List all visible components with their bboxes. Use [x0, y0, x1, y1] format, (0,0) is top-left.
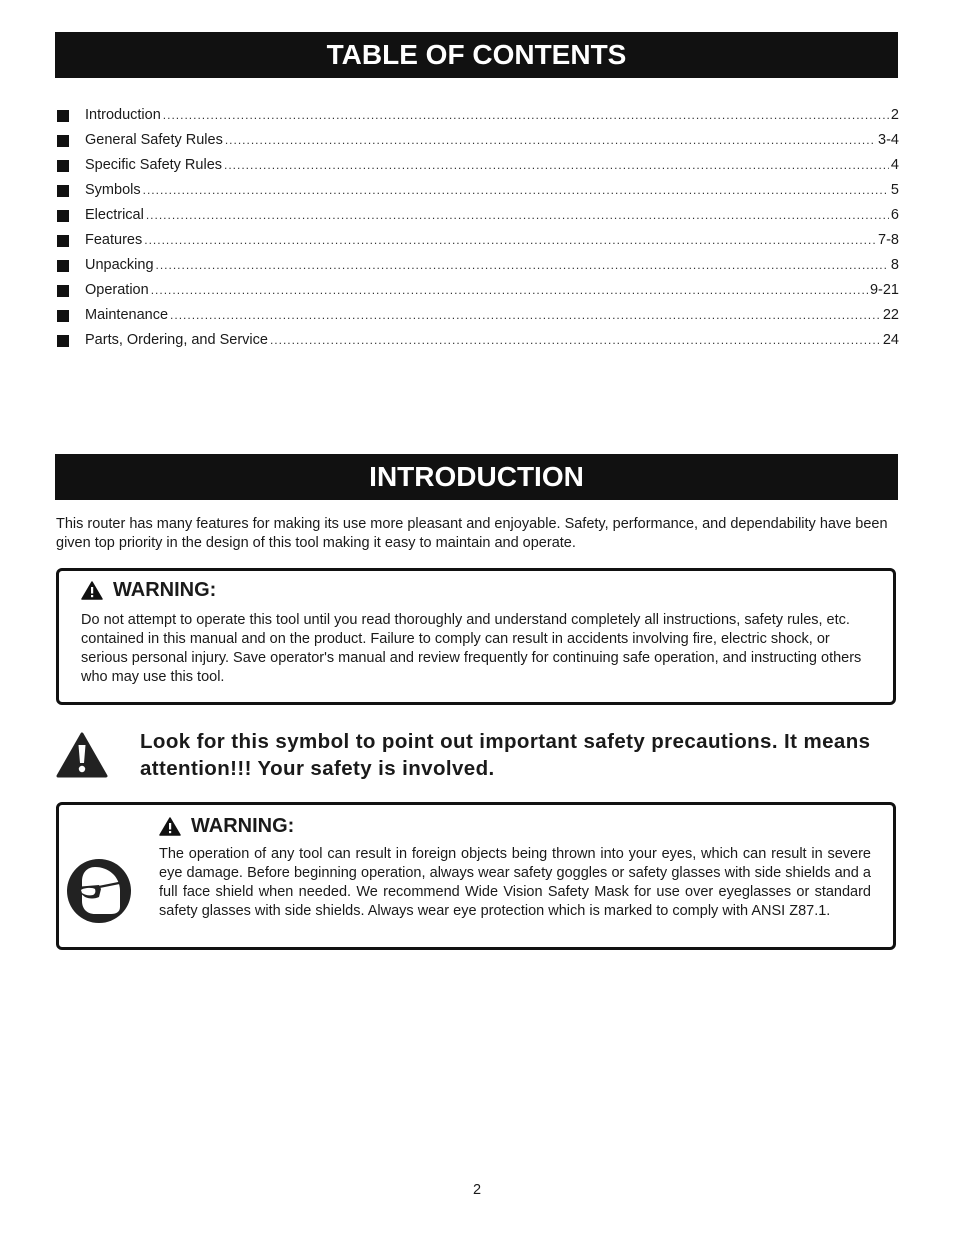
warning-title: WARNING: [113, 579, 217, 601]
toc-item-label: Parts, Ordering, and Service [85, 332, 268, 348]
warning-triangle-icon [81, 581, 103, 600]
toc-item-page: 6 [890, 207, 899, 223]
toc-item-label: Symbols [85, 182, 141, 198]
warning-title: WARNING: [191, 815, 295, 837]
introduction-title: INTRODUCTION [55, 454, 898, 500]
bullet-square-icon [57, 135, 69, 147]
safety-alert [56, 728, 898, 788]
toc-item-page: 8 [890, 257, 899, 273]
warning-box [56, 568, 896, 705]
toc-item-label: Electrical [85, 207, 144, 223]
toc-item [57, 278, 899, 303]
toc-item-label: Operation [85, 282, 149, 298]
warning-heading [159, 815, 294, 838]
toc-item-page: 2 [890, 107, 899, 123]
toc-item [57, 203, 899, 228]
bullet-square-icon [57, 260, 69, 272]
toc-item [57, 178, 899, 203]
bullet-square-icon [57, 160, 69, 172]
toc-item [57, 103, 899, 128]
page-number: 2 [472, 1182, 482, 1198]
toc-list [57, 103, 899, 353]
bullet-square-icon [57, 110, 69, 122]
bullet-square-icon [57, 285, 69, 297]
toc-item [57, 328, 899, 353]
toc-title: TABLE OF CONTENTS [55, 32, 898, 78]
toc-item-page: 22 [882, 307, 899, 323]
warning-text: The operation of any tool can result in foreign objects being thrown into your eyes, which can result in severe eye damage. Before beginning operation, always wear safety goggles or safety glasses with side shields and a full face shield when needed. We recommend Wide Vision Safety Mask for use over eyeglasses or standard safety glasses with side shields. Always wear eye protection which is marked to comply with ANSI Z87.1. [159, 846, 871, 919]
bullet-square-icon [57, 335, 69, 347]
toc-item-page: 7-8 [878, 232, 899, 248]
warning-text: Do not attempt to operate this tool until you read thoroughly and understand completely all instructions, safety rules, etc. contained in this manual and on the product. Failure to comply can result in accidents involving fire, electric shock, or serious personal injury. Save operator's manual and review frequently for continuing safe operation, and instructing others who may use this tool. [81, 612, 862, 685]
toc-item-label: Introduction [85, 107, 161, 123]
toc-item-label: Specific Safety Rules [85, 157, 223, 173]
toc-item [57, 153, 899, 178]
toc-item-page: 9-21 [869, 282, 899, 298]
warning-heading [81, 579, 216, 602]
toc-item-label: Features [85, 232, 143, 248]
toc-item-page: 4 [890, 157, 899, 173]
toc-item [57, 303, 899, 328]
toc-item-label: General Safety Rules [85, 132, 223, 148]
eye-protection-warning-box [56, 802, 896, 950]
bullet-square-icon [57, 210, 69, 222]
toc-item [57, 128, 899, 153]
toc-item-label: Maintenance [85, 307, 169, 323]
toc-item-page: 24 [882, 332, 899, 348]
warning-triangle-icon [56, 732, 108, 778]
safety-alert-text: Look for this symbol to point out important safety precautions. It means attention!!! Your safety is involved. [140, 730, 871, 780]
toc-item [57, 228, 899, 253]
toc-item-label: Unpacking [85, 257, 154, 273]
bullet-square-icon [57, 235, 69, 247]
bullet-square-icon [57, 310, 69, 322]
toc-item [57, 253, 899, 278]
bullet-square-icon [57, 185, 69, 197]
toc-item-page: 5 [890, 182, 899, 198]
warning-triangle-icon [159, 817, 181, 836]
toc-item-page: 3-4 [878, 132, 899, 148]
safety-glasses-icon [65, 857, 133, 925]
introduction-text: This router has many features for making its use more pleasant and enjoyable. Safety, performance, and dependability have been given top priority in the design of this tool making it easy to maintain and operate. [56, 516, 888, 551]
